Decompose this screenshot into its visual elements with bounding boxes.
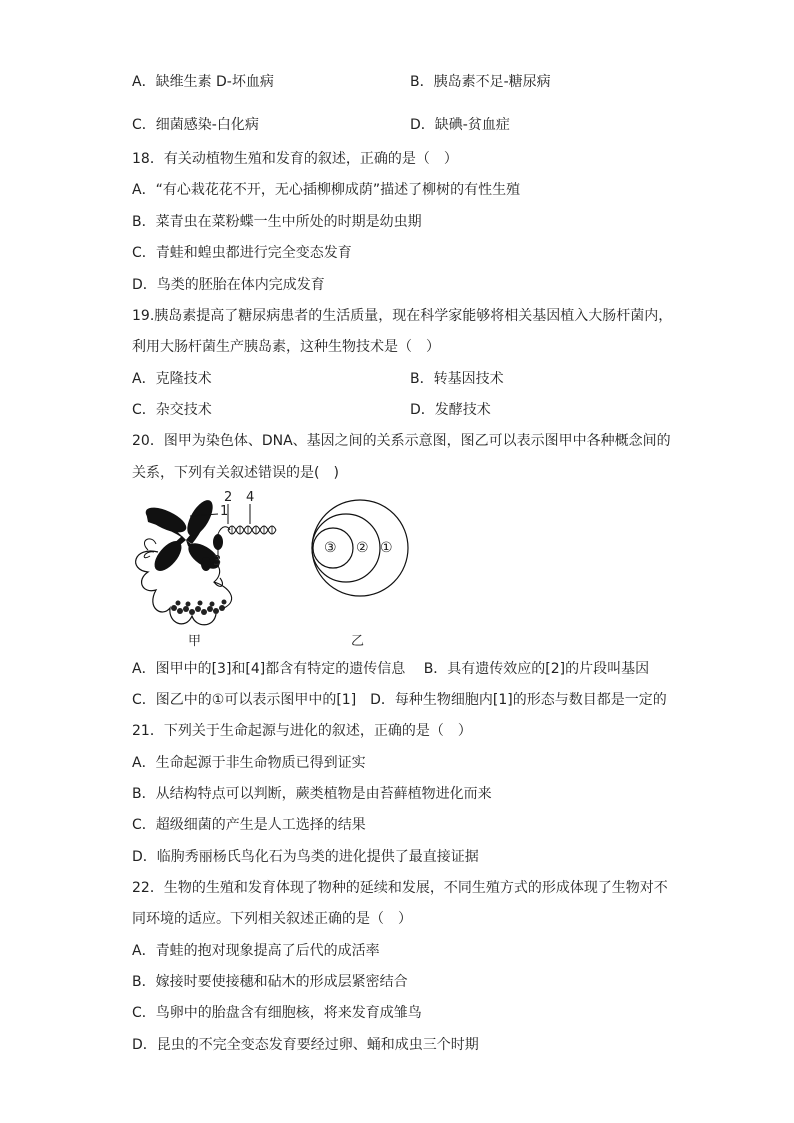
q19-stem-line2: 利用大肠杆菌生产胰岛素，这种生物技术是（ ）: [132, 339, 440, 355]
q18-option-a: A．“有心栽花花不开，无心插柳柳成荫”描述了柳树的有性生殖: [132, 182, 521, 198]
q18-option-d: D．鸟类的胚胎在体内完成发育: [132, 277, 325, 293]
caption-jia: 甲: [188, 634, 202, 649]
q21-option-d: D．临朐秀丽杨氏鸟化石为鸟类的进化提供了最直接证据: [132, 849, 479, 865]
circle-label-1: ①: [380, 540, 393, 556]
fig-label-3: 3: [213, 554, 222, 569]
q17-option-d: D．缺碘-贫血症: [410, 117, 510, 133]
q19-stem-line1: 19.胰岛素提高了糖尿病患者的生活质量，现在科学家能够将相关基因植入大肠杆菌内，: [132, 308, 673, 324]
q20-figure: [128, 490, 428, 650]
q21-stem: 21．下列关于生命起源与进化的叙述，正确的是（ ）: [132, 723, 472, 739]
q20-options-ab: A．图甲中的[3]和[4]都含有特定的遗传信息 B．具有遗传效应的[2]的片段叫基因: [132, 661, 650, 677]
q18-option-c: C．青蛙和蝗虫都进行完全变态发育: [132, 245, 352, 261]
fig-label-1: 1: [220, 504, 229, 519]
fig-label-4: 4: [246, 490, 255, 505]
q18-stem: 18．有关动植物生殖和发育的叙述，正确的是（ ）: [132, 151, 458, 167]
q19-option-d: D．发酵技术: [410, 402, 491, 418]
q21-option-b: B．从结构特点可以判断，蕨类植物是由苔藓植物进化而来: [132, 786, 492, 802]
q17-option-b: B．胰岛素不足-糖尿病: [410, 74, 551, 90]
q20-stem-line2: 关系，下列有关叙述错误的是( ): [132, 465, 339, 481]
q21-option-c: C．超级细菌的产生是人工选择的结果: [132, 817, 366, 833]
q19-option-b: B．转基因技术: [410, 371, 504, 387]
circle-label-3: ③: [324, 540, 337, 556]
q21-option-a: A．生命起源于非生命物质已得到证实: [132, 755, 366, 771]
q18-option-b: B．菜青虫在菜粉蝶一生中所处的时期是幼虫期: [132, 214, 422, 230]
q22-option-d: D．昆虫的不完全变态发育要经过卵、蛹和成虫三个时期: [132, 1037, 479, 1053]
fig-label-2: 2: [224, 490, 233, 505]
q20-options-cd: C．图乙中的①可以表示图甲中的[1] D．每种生物细胞内[1]的形态与数目都是一定的: [132, 692, 667, 708]
q22-stem-line1: 22．生物的生殖和发育体现了物种的延续和发展，不同生殖方式的形成体现了生物对不: [132, 880, 668, 896]
q17-option-a: A．缺维生素 D-坏血病: [132, 74, 274, 90]
chromosome-dna-diagram: [128, 490, 428, 650]
q22-option-b: B．嫁接时要使接穗和砧木的形成层紧密结合: [132, 974, 408, 990]
q19-option-a: A．克隆技术: [132, 371, 212, 387]
caption-yi: 乙: [351, 634, 365, 649]
q19-option-c: C．杂交技术: [132, 402, 212, 418]
circle-label-2: ②: [356, 540, 369, 556]
q22-option-a: A．青蛙的抱对现象提高了后代的成活率: [132, 943, 380, 959]
gene-segment-3: [213, 534, 223, 550]
q22-option-c: C．鸟卵中的胎盘含有细胞核，将来发育成雏鸟: [132, 1005, 422, 1021]
q22-stem-line2: 同环境的适应。下列相关叙述正确的是（ ）: [132, 911, 412, 927]
q17-option-c: C．细菌感染-白化病: [132, 117, 259, 133]
q20-stem-line1: 20．图甲为染色体、DNA、基因之间的关系示意图，图乙可以表示图甲中各种概念间的: [132, 433, 671, 449]
